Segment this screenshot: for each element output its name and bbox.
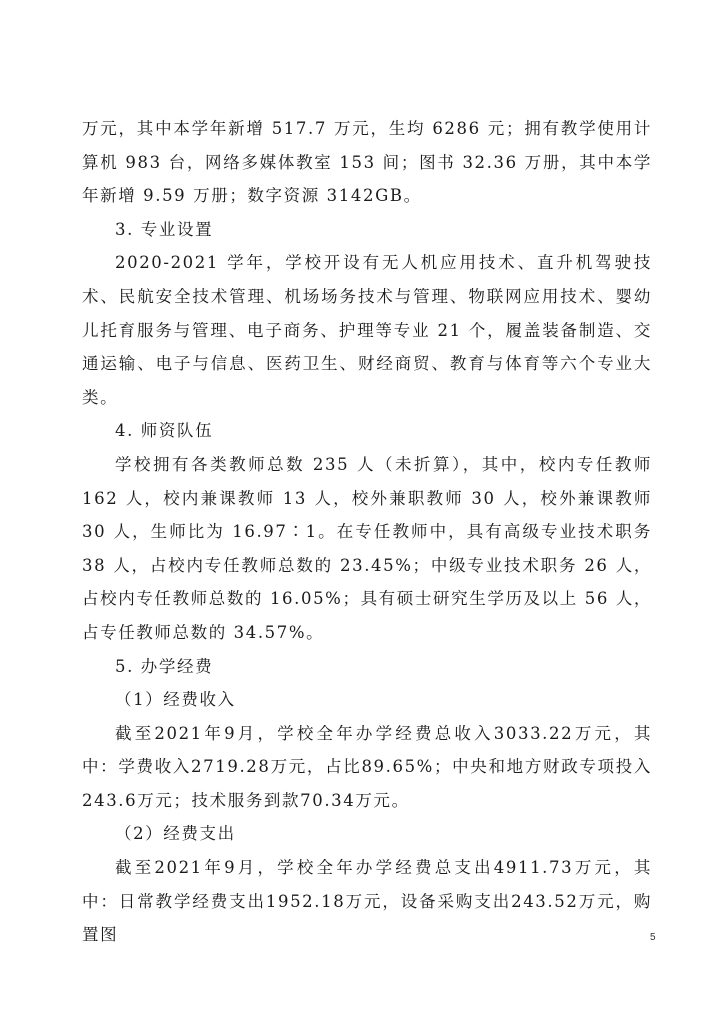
paragraph-expenditure: 截至2021年9月，学校全年办学经费总支出4911.73万元，其中：日常教学经费支出1952.18万元，设备采购支出243.52万元，购置图 [82,858,652,945]
paragraph-continued: 万元，其中本学年新增 517.7 万元，生均 6286 元；拥有教学使用计算机 983 台，网络多媒体教室 153 间；图书 32.36 万册，其中本学年新增 9.59 万册；数字资源 3142GB。 [82,119,652,206]
paragraph-faculty: 学校拥有各类教师总数 235 人（未折算），其中，校内专任教师 162 人，校内兼课教师 13 人，校外兼职教师 30 人，校外兼课教师 30 人，生师比为 16.97∶1。在专任教师中，具有高级专业技术职务 38 人，占校内专任教师总数的 23.45%；中级专业技术职务 26 人，占校内专任教师总数的 16.05%；具有硕士研究生学历及以上 56 人，占专任教师总数的 34.57%。 [82,454,652,642]
section-heading-major-setup: 3. 专业设置 [115,219,214,239]
subheading-expenditure: （2）经费支出 [115,824,236,844]
section-heading-faculty: 4. 师资队伍 [115,421,214,441]
page-number: 5 [650,932,656,943]
section-heading-funding: 5. 办学经费 [115,656,214,676]
page-body [82,112,652,952]
subheading-income: （1）经费收入 [115,690,236,710]
paragraph-majors: 2020-2021 学年，学校开设有无人机应用技术、直升机驾驶技术、民航安全技术管理、机场场务技术与管理、物联网应用技术、婴幼儿托育服务与管理、电子商务、护理等专业 21 个，履盖装备制造、交通运输、电子与信息、医药卫生、财经商贸、教育与体育等六个专业大类。 [82,253,652,407]
paragraph-income: 截至2021年9月，学校全年办学经费总收入3033.22万元，其中：学费收入2719.28万元，占比89.65%；中央和地方财政专项投入243.6万元；技术服务到款70.34万元。 [82,723,652,810]
